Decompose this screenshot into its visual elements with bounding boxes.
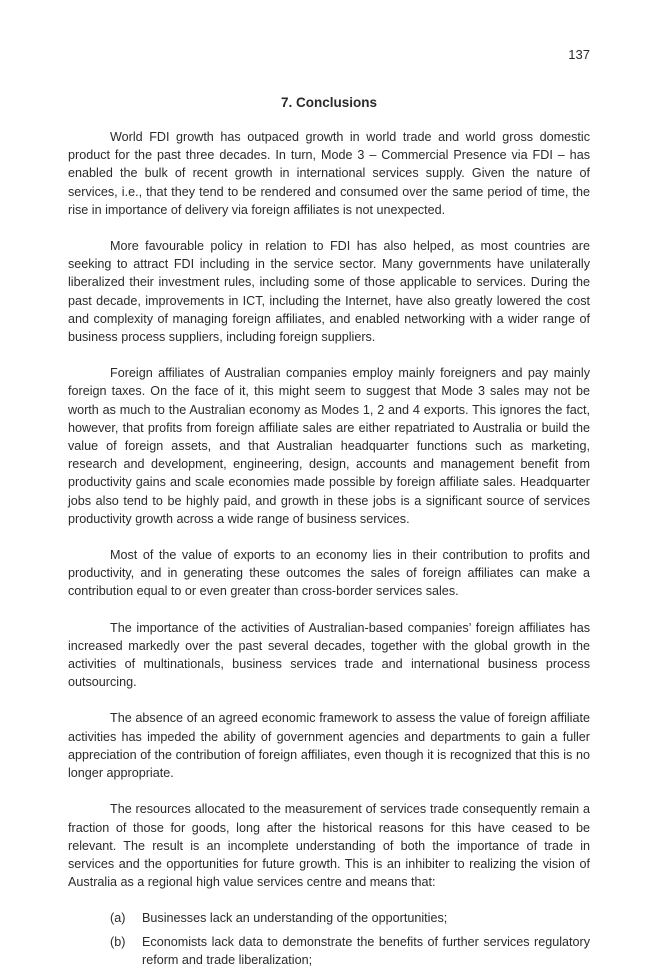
list-item-text: Businesses lack an understanding of the opportunities;	[142, 911, 448, 926]
section-heading: 7. Conclusions	[280, 95, 378, 110]
paragraph: The importance of the activities of Australian-based companies’ foreign affiliates has increased markedly over the past several decades, together with the global growth in the activities of multinationals, business services trade and international business process outsourcing.	[68, 620, 590, 690]
paragraph: More favourable policy in relation to FDI has also helped, as most countries are seeking to attract FDI including in the service sector. Many governments have unilaterally liberalized their investment rules, including some of those applicable to services. During the past decade, improvements in ICT, including the Internet, have also greatly lowered the cost and complexity of managing foreign affiliates, and enabled networking with a wider range of business process suppliers, including foreign suppliers.	[68, 239, 590, 345]
paragraph: Most of the value of exports to an economy lies in their contribution to profits and productivity, and in generating these outcomes the sales of foreign affiliates can make a contribution equal to or even greater than cross-border services sales.	[68, 548, 590, 599]
list-marker: (a)	[110, 911, 126, 926]
consequence-list	[68, 909, 590, 969]
paragraph: The resources allocated to the measurement of services trade consequently remain a fraction of those for goods, long after the historical reasons for this have ceased to be relevant. The result is an incomplete understanding of both the importance of trade in services and the opportunities for future growth. This is an inhibiter to realizing the vision of Australia as a regional high value services centre and means that:	[68, 802, 590, 890]
list-item	[68, 933, 590, 969]
list-marker: (b)	[110, 934, 126, 949]
body-text	[68, 128, 590, 974]
paragraph: Foreign affiliates of Australian companies employ mainly foreigners and pay mainly foreign taxes. On the face of it, this might seem to suggest that Mode 3 sales may not be worth as much to the Australian economy as Modes 1, 2 and 4 exports. This ignores the fact, however, that profits from foreign affiliate sales are either repatriated to Australia or build the value of foreign assets, and that Australian headquarter functions such as marketing, research and development, engineering, design, accounts and management benefit from productivity gains and scale economies made possible by foreign affiliate sales. Headquarter jobs also tend to be highly paid, and growth in these jobs is a significant source of services productivity growth across a wide range of business services.	[68, 366, 590, 526]
list-item	[68, 909, 590, 927]
list-item-text: Economists lack data to demonstrate the benefits of further services regulatory reform and trade liberalization;	[142, 934, 590, 967]
paragraph: The absence of an agreed economic framework to assess the value of foreign affiliate activities has impeded the ability of government agencies and departments to gain a fuller appreciation of the contribution of foreign affiliates, even though it is recognized that this is no longer appropriate.	[68, 711, 590, 781]
paragraph: World FDI growth has outpaced growth in world trade and world gross domestic product for the past three decades. In turn, Mode 3 – Commercial Presence via FDI – has enabled the bulk of recent growth in international services supply. Given the nature of services, i.e., that they tend to be rendered and consumed over the same period of time, the rise in importance of delivery via foreign affiliates is not unexpected.	[68, 130, 590, 217]
page-number: 137	[568, 47, 590, 62]
